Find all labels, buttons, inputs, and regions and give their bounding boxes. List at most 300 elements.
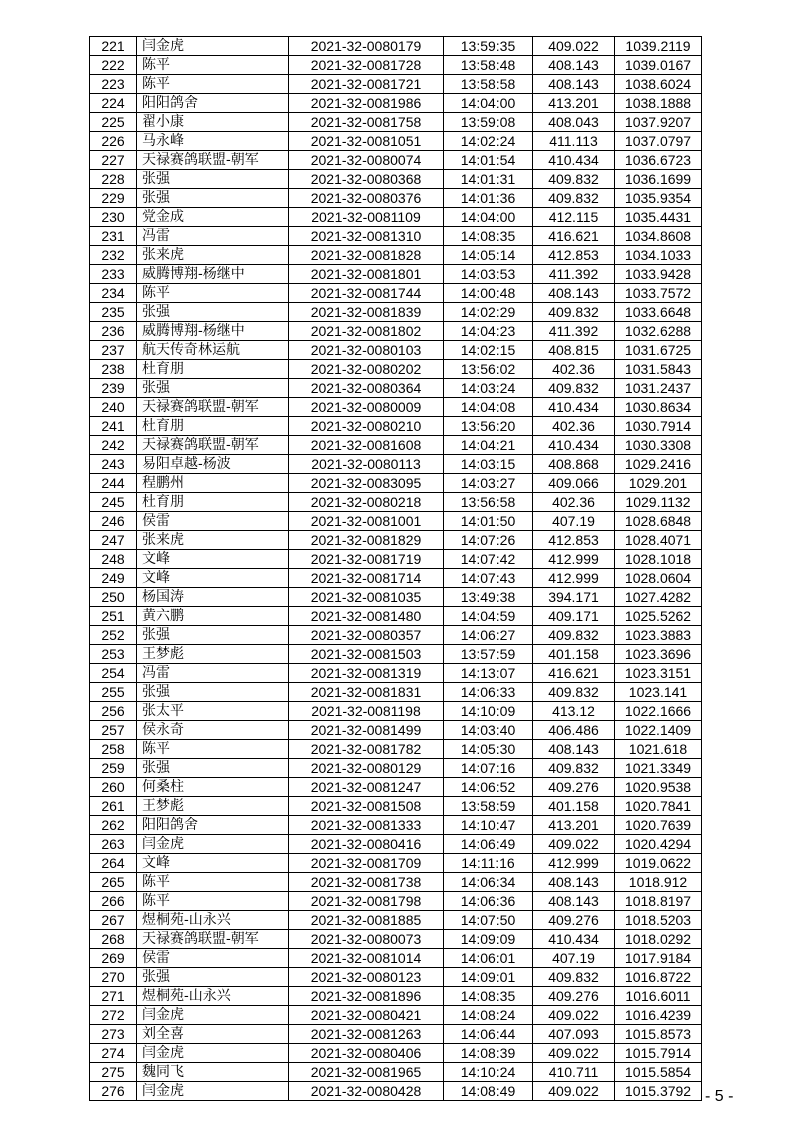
name-cell: 张强 — [137, 189, 289, 208]
speed-cell: 1023.3151 — [615, 664, 702, 683]
speed-cell: 1019.0622 — [615, 854, 702, 873]
arrival-time-cell: 14:05:30 — [444, 740, 533, 759]
speed-cell: 1033.7572 — [615, 284, 702, 303]
distance-cell: 411.392 — [533, 322, 615, 341]
name-cell: 文峰 — [137, 550, 289, 569]
rank-cell: 225 — [90, 113, 137, 132]
arrival-time-cell: 14:10:47 — [444, 816, 533, 835]
ring-number-cell: 2021-32-0080357 — [289, 626, 444, 645]
distance-cell: 416.621 — [533, 227, 615, 246]
rank-cell: 237 — [90, 341, 137, 360]
name-cell: 张强 — [137, 379, 289, 398]
arrival-time-cell: 14:01:50 — [444, 512, 533, 531]
name-cell: 张太平 — [137, 702, 289, 721]
speed-cell: 1015.8573 — [615, 1025, 702, 1044]
rank-cell: 232 — [90, 246, 137, 265]
ring-number-cell: 2021-32-0081499 — [289, 721, 444, 740]
arrival-time-cell: 14:10:24 — [444, 1063, 533, 1082]
arrival-time-cell: 14:09:09 — [444, 930, 533, 949]
ring-number-cell: 2021-32-0081896 — [289, 987, 444, 1006]
table-row — [90, 398, 702, 417]
rank-cell: 222 — [90, 56, 137, 75]
ring-number-cell: 2021-32-0080428 — [289, 1082, 444, 1101]
distance-cell: 409.022 — [533, 1082, 615, 1101]
rank-cell: 223 — [90, 75, 137, 94]
rank-cell: 257 — [90, 721, 137, 740]
table-row — [90, 303, 702, 322]
speed-cell: 1016.6011 — [615, 987, 702, 1006]
ring-number-cell: 2021-32-0080202 — [289, 360, 444, 379]
rank-cell: 240 — [90, 398, 137, 417]
rank-cell: 265 — [90, 873, 137, 892]
speed-cell: 1028.0604 — [615, 569, 702, 588]
name-cell: 威腾博翔-杨继中 — [137, 265, 289, 284]
speed-cell: 1028.1018 — [615, 550, 702, 569]
table-row — [90, 987, 702, 1006]
name-cell: 闫金虎 — [137, 37, 289, 56]
speed-cell: 1033.6648 — [615, 303, 702, 322]
rank-cell: 263 — [90, 835, 137, 854]
table-row — [90, 588, 702, 607]
table-row — [90, 1082, 702, 1101]
speed-cell: 1018.912 — [615, 873, 702, 892]
arrival-time-cell: 14:13:07 — [444, 664, 533, 683]
name-cell: 陈平 — [137, 284, 289, 303]
speed-cell: 1015.3792 — [615, 1082, 702, 1101]
ring-number-cell: 2021-32-0080179 — [289, 37, 444, 56]
name-cell: 文峰 — [137, 569, 289, 588]
speed-cell: 1031.6725 — [615, 341, 702, 360]
arrival-time-cell: 14:08:35 — [444, 227, 533, 246]
distance-cell: 409.276 — [533, 987, 615, 1006]
distance-cell: 416.621 — [533, 664, 615, 683]
distance-cell: 409.832 — [533, 968, 615, 987]
ring-number-cell: 2021-32-0081782 — [289, 740, 444, 759]
arrival-time-cell: 14:06:27 — [444, 626, 533, 645]
speed-cell: 1022.1666 — [615, 702, 702, 721]
arrival-time-cell: 14:09:01 — [444, 968, 533, 987]
arrival-time-cell: 14:06:44 — [444, 1025, 533, 1044]
speed-cell: 1017.9184 — [615, 949, 702, 968]
speed-cell: 1038.1888 — [615, 94, 702, 113]
speed-cell: 1016.8722 — [615, 968, 702, 987]
rank-cell: 235 — [90, 303, 137, 322]
distance-cell: 409.832 — [533, 170, 615, 189]
page-number: - 5 - — [705, 1088, 734, 1105]
ring-number-cell: 2021-32-0081001 — [289, 512, 444, 531]
speed-cell: 1037.0797 — [615, 132, 702, 151]
speed-cell: 1015.7914 — [615, 1044, 702, 1063]
distance-cell: 408.143 — [533, 873, 615, 892]
arrival-time-cell: 13:59:35 — [444, 37, 533, 56]
name-cell: 何桑柱 — [137, 778, 289, 797]
table-row — [90, 379, 702, 398]
name-cell: 煜桐苑-山永兴 — [137, 911, 289, 930]
name-cell: 易阳卓越-杨波 — [137, 455, 289, 474]
table-row — [90, 702, 702, 721]
arrival-time-cell: 13:56:02 — [444, 360, 533, 379]
ring-number-cell: 2021-32-0081758 — [289, 113, 444, 132]
ring-number-cell: 2021-32-0081744 — [289, 284, 444, 303]
distance-cell: 409.276 — [533, 911, 615, 930]
speed-cell: 1031.2437 — [615, 379, 702, 398]
name-cell: 程鹏州 — [137, 474, 289, 493]
ring-number-cell: 2021-32-0083095 — [289, 474, 444, 493]
ring-number-cell: 2021-32-0080368 — [289, 170, 444, 189]
distance-cell: 408.143 — [533, 892, 615, 911]
distance-cell: 408.143 — [533, 75, 615, 94]
rank-cell: 258 — [90, 740, 137, 759]
arrival-time-cell: 14:08:35 — [444, 987, 533, 1006]
speed-cell: 1027.4282 — [615, 588, 702, 607]
table-row — [90, 968, 702, 987]
table-row — [90, 341, 702, 360]
arrival-time-cell: 14:04:59 — [444, 607, 533, 626]
table-row — [90, 759, 702, 778]
name-cell: 侯雷 — [137, 949, 289, 968]
arrival-time-cell: 14:11:16 — [444, 854, 533, 873]
table-row — [90, 721, 702, 740]
arrival-time-cell: 14:04:00 — [444, 208, 533, 227]
speed-cell: 1028.6848 — [615, 512, 702, 531]
distance-cell: 411.113 — [533, 132, 615, 151]
name-cell: 党金成 — [137, 208, 289, 227]
ring-number-cell: 2021-32-0080210 — [289, 417, 444, 436]
ring-number-cell: 2021-32-0080416 — [289, 835, 444, 854]
ring-number-cell: 2021-32-0081801 — [289, 265, 444, 284]
speed-cell: 1030.7914 — [615, 417, 702, 436]
rank-cell: 270 — [90, 968, 137, 987]
arrival-time-cell: 14:04:00 — [444, 94, 533, 113]
rank-cell: 256 — [90, 702, 137, 721]
arrival-time-cell: 13:58:58 — [444, 75, 533, 94]
table-row — [90, 246, 702, 265]
ring-number-cell: 2021-32-0081480 — [289, 607, 444, 626]
arrival-time-cell: 14:07:26 — [444, 531, 533, 550]
arrival-time-cell: 13:59:08 — [444, 113, 533, 132]
table-row — [90, 493, 702, 512]
ring-number-cell: 2021-32-0081109 — [289, 208, 444, 227]
distance-cell: 412.853 — [533, 531, 615, 550]
rank-cell: 238 — [90, 360, 137, 379]
rank-cell: 264 — [90, 854, 137, 873]
name-cell: 文峰 — [137, 854, 289, 873]
speed-cell: 1035.9354 — [615, 189, 702, 208]
distance-cell: 409.832 — [533, 759, 615, 778]
speed-cell: 1018.8197 — [615, 892, 702, 911]
arrival-time-cell: 14:05:14 — [444, 246, 533, 265]
distance-cell: 412.853 — [533, 246, 615, 265]
ring-number-cell: 2021-32-0081014 — [289, 949, 444, 968]
name-cell: 陈平 — [137, 740, 289, 759]
arrival-time-cell: 14:07:50 — [444, 911, 533, 930]
ring-number-cell: 2021-32-0081798 — [289, 892, 444, 911]
rank-cell: 230 — [90, 208, 137, 227]
table-row — [90, 360, 702, 379]
name-cell: 张强 — [137, 759, 289, 778]
distance-cell: 407.19 — [533, 512, 615, 531]
table-row — [90, 94, 702, 113]
rank-cell: 260 — [90, 778, 137, 797]
name-cell: 杜育朋 — [137, 360, 289, 379]
rank-cell: 250 — [90, 588, 137, 607]
ring-number-cell: 2021-32-0081310 — [289, 227, 444, 246]
name-cell: 魏同飞 — [137, 1063, 289, 1082]
table-row — [90, 1044, 702, 1063]
speed-cell: 1029.2416 — [615, 455, 702, 474]
ring-number-cell: 2021-32-0081719 — [289, 550, 444, 569]
name-cell: 陈平 — [137, 75, 289, 94]
rank-cell: 226 — [90, 132, 137, 151]
arrival-time-cell: 13:56:20 — [444, 417, 533, 436]
table-row — [90, 322, 702, 341]
distance-cell: 407.19 — [533, 949, 615, 968]
table-row — [90, 607, 702, 626]
name-cell: 威腾博翔-杨继中 — [137, 322, 289, 341]
distance-cell: 412.115 — [533, 208, 615, 227]
distance-cell: 408.143 — [533, 740, 615, 759]
speed-cell: 1030.3308 — [615, 436, 702, 455]
ring-number-cell: 2021-32-0080009 — [289, 398, 444, 417]
table-row — [90, 683, 702, 702]
arrival-time-cell: 14:06:33 — [444, 683, 533, 702]
rank-cell: 242 — [90, 436, 137, 455]
speed-cell: 1035.4431 — [615, 208, 702, 227]
table-row — [90, 1006, 702, 1025]
speed-cell: 1033.9428 — [615, 265, 702, 284]
distance-cell: 406.486 — [533, 721, 615, 740]
speed-cell: 1025.5262 — [615, 607, 702, 626]
name-cell: 杜育朋 — [137, 493, 289, 512]
table-row — [90, 664, 702, 683]
arrival-time-cell: 14:01:36 — [444, 189, 533, 208]
ring-number-cell: 2021-32-0081828 — [289, 246, 444, 265]
arrival-time-cell: 14:04:21 — [444, 436, 533, 455]
table-row — [90, 550, 702, 569]
distance-cell: 409.276 — [533, 778, 615, 797]
arrival-time-cell: 14:07:16 — [444, 759, 533, 778]
arrival-time-cell: 13:56:58 — [444, 493, 533, 512]
rank-cell: 267 — [90, 911, 137, 930]
name-cell: 张来虎 — [137, 531, 289, 550]
table-row — [90, 778, 702, 797]
rank-cell: 236 — [90, 322, 137, 341]
name-cell: 翟小康 — [137, 113, 289, 132]
table-row — [90, 645, 702, 664]
arrival-time-cell: 14:06:49 — [444, 835, 533, 854]
rank-cell: 253 — [90, 645, 137, 664]
distance-cell: 402.36 — [533, 493, 615, 512]
ring-number-cell: 2021-32-0080073 — [289, 930, 444, 949]
arrival-time-cell: 14:07:42 — [444, 550, 533, 569]
table-row — [90, 911, 702, 930]
speed-cell: 1018.5203 — [615, 911, 702, 930]
distance-cell: 409.832 — [533, 626, 615, 645]
speed-cell: 1036.1699 — [615, 170, 702, 189]
arrival-time-cell: 13:58:59 — [444, 797, 533, 816]
ring-number-cell: 2021-32-0081709 — [289, 854, 444, 873]
ring-number-cell: 2021-32-0081508 — [289, 797, 444, 816]
distance-cell: 412.999 — [533, 550, 615, 569]
distance-cell: 413.12 — [533, 702, 615, 721]
arrival-time-cell: 14:06:36 — [444, 892, 533, 911]
table-row — [90, 474, 702, 493]
rank-cell: 275 — [90, 1063, 137, 1082]
table-row — [90, 740, 702, 759]
ring-number-cell: 2021-32-0080364 — [289, 379, 444, 398]
arrival-time-cell: 14:02:24 — [444, 132, 533, 151]
arrival-time-cell: 13:49:38 — [444, 588, 533, 607]
arrival-time-cell: 14:08:39 — [444, 1044, 533, 1063]
arrival-time-cell: 14:03:15 — [444, 455, 533, 474]
rank-cell: 249 — [90, 569, 137, 588]
speed-cell: 1018.0292 — [615, 930, 702, 949]
arrival-time-cell: 14:02:15 — [444, 341, 533, 360]
arrival-time-cell: 14:04:08 — [444, 398, 533, 417]
ring-number-cell: 2021-32-0081247 — [289, 778, 444, 797]
ring-number-cell: 2021-32-0081198 — [289, 702, 444, 721]
arrival-time-cell: 14:06:01 — [444, 949, 533, 968]
ring-number-cell: 2021-32-0081829 — [289, 531, 444, 550]
distance-cell: 410.711 — [533, 1063, 615, 1082]
name-cell: 天禄赛鸽联盟-朝军 — [137, 398, 289, 417]
table-row — [90, 170, 702, 189]
rank-cell: 262 — [90, 816, 137, 835]
speed-cell: 1021.3349 — [615, 759, 702, 778]
ring-number-cell: 2021-32-0081831 — [289, 683, 444, 702]
speed-cell: 1036.6723 — [615, 151, 702, 170]
name-cell: 陈平 — [137, 56, 289, 75]
name-cell: 煜桐苑-山永兴 — [137, 987, 289, 1006]
table-row — [90, 1063, 702, 1082]
name-cell: 杜育朋 — [137, 417, 289, 436]
rank-cell: 261 — [90, 797, 137, 816]
name-cell: 张强 — [137, 303, 289, 322]
arrival-time-cell: 14:03:27 — [444, 474, 533, 493]
speed-cell: 1031.5843 — [615, 360, 702, 379]
rank-cell: 233 — [90, 265, 137, 284]
arrival-time-cell: 13:58:48 — [444, 56, 533, 75]
table-row — [90, 626, 702, 645]
distance-cell: 408.143 — [533, 56, 615, 75]
name-cell: 天禄赛鸽联盟-朝军 — [137, 436, 289, 455]
rank-cell: 229 — [90, 189, 137, 208]
rank-cell: 239 — [90, 379, 137, 398]
table-row — [90, 284, 702, 303]
distance-cell: 409.022 — [533, 835, 615, 854]
distance-cell: 408.043 — [533, 113, 615, 132]
name-cell: 陈平 — [137, 892, 289, 911]
table-row — [90, 892, 702, 911]
speed-cell: 1015.5854 — [615, 1063, 702, 1082]
rank-cell: 224 — [90, 94, 137, 113]
arrival-time-cell: 14:00:48 — [444, 284, 533, 303]
ring-number-cell: 2021-32-0080406 — [289, 1044, 444, 1063]
ring-number-cell: 2021-32-0081035 — [289, 588, 444, 607]
results-table — [89, 36, 702, 1101]
name-cell: 侯雷 — [137, 512, 289, 531]
arrival-time-cell: 13:57:59 — [444, 645, 533, 664]
distance-cell: 408.815 — [533, 341, 615, 360]
ring-number-cell: 2021-32-0081333 — [289, 816, 444, 835]
rank-cell: 221 — [90, 37, 137, 56]
name-cell: 张强 — [137, 170, 289, 189]
table-row — [90, 75, 702, 94]
rank-cell: 231 — [90, 227, 137, 246]
speed-cell: 1029.201 — [615, 474, 702, 493]
table-row — [90, 854, 702, 873]
name-cell: 张强 — [137, 683, 289, 702]
speed-cell: 1034.1033 — [615, 246, 702, 265]
rank-cell: 234 — [90, 284, 137, 303]
speed-cell: 1039.2119 — [615, 37, 702, 56]
table-row — [90, 56, 702, 75]
rank-cell: 251 — [90, 607, 137, 626]
ring-number-cell: 2021-32-0080218 — [289, 493, 444, 512]
name-cell: 天禄赛鸽联盟-朝军 — [137, 930, 289, 949]
rank-cell: 246 — [90, 512, 137, 531]
table-row — [90, 151, 702, 170]
arrival-time-cell: 14:06:34 — [444, 873, 533, 892]
distance-cell: 410.434 — [533, 151, 615, 170]
speed-cell: 1037.9207 — [615, 113, 702, 132]
ring-number-cell: 2021-32-0080376 — [289, 189, 444, 208]
name-cell: 闫金虎 — [137, 1082, 289, 1101]
distance-cell: 409.832 — [533, 303, 615, 322]
name-cell: 刘全喜 — [137, 1025, 289, 1044]
distance-cell: 409.022 — [533, 1006, 615, 1025]
table-row — [90, 113, 702, 132]
ring-number-cell: 2021-32-0081608 — [289, 436, 444, 455]
speed-cell: 1030.8634 — [615, 398, 702, 417]
ring-number-cell: 2021-32-0080421 — [289, 1006, 444, 1025]
rank-cell: 274 — [90, 1044, 137, 1063]
distance-cell: 413.201 — [533, 816, 615, 835]
speed-cell: 1028.4071 — [615, 531, 702, 550]
table-row — [90, 797, 702, 816]
arrival-time-cell: 14:04:23 — [444, 322, 533, 341]
name-cell: 侯永奇 — [137, 721, 289, 740]
rank-cell: 269 — [90, 949, 137, 968]
name-cell: 航天传奇林运航 — [137, 341, 289, 360]
ring-number-cell: 2021-32-0081051 — [289, 132, 444, 151]
table-row — [90, 1025, 702, 1044]
rank-cell: 245 — [90, 493, 137, 512]
table-row — [90, 531, 702, 550]
distance-cell: 409.832 — [533, 683, 615, 702]
speed-cell: 1023.3883 — [615, 626, 702, 645]
distance-cell: 410.434 — [533, 436, 615, 455]
ring-number-cell: 2021-32-0081728 — [289, 56, 444, 75]
ring-number-cell: 2021-32-0081839 — [289, 303, 444, 322]
arrival-time-cell: 14:01:31 — [444, 170, 533, 189]
ring-number-cell: 2021-32-0080074 — [289, 151, 444, 170]
rank-cell: 252 — [90, 626, 137, 645]
speed-cell: 1020.7841 — [615, 797, 702, 816]
name-cell: 陈平 — [137, 873, 289, 892]
speed-cell: 1039.0167 — [615, 56, 702, 75]
rank-cell: 259 — [90, 759, 137, 778]
table-row — [90, 816, 702, 835]
arrival-time-cell: 14:06:52 — [444, 778, 533, 797]
arrival-time-cell: 14:03:40 — [444, 721, 533, 740]
distance-cell: 411.392 — [533, 265, 615, 284]
distance-cell: 409.171 — [533, 607, 615, 626]
ring-number-cell: 2021-32-0081319 — [289, 664, 444, 683]
name-cell: 黄六鹏 — [137, 607, 289, 626]
arrival-time-cell: 14:10:09 — [444, 702, 533, 721]
ring-number-cell: 2021-32-0081263 — [289, 1025, 444, 1044]
